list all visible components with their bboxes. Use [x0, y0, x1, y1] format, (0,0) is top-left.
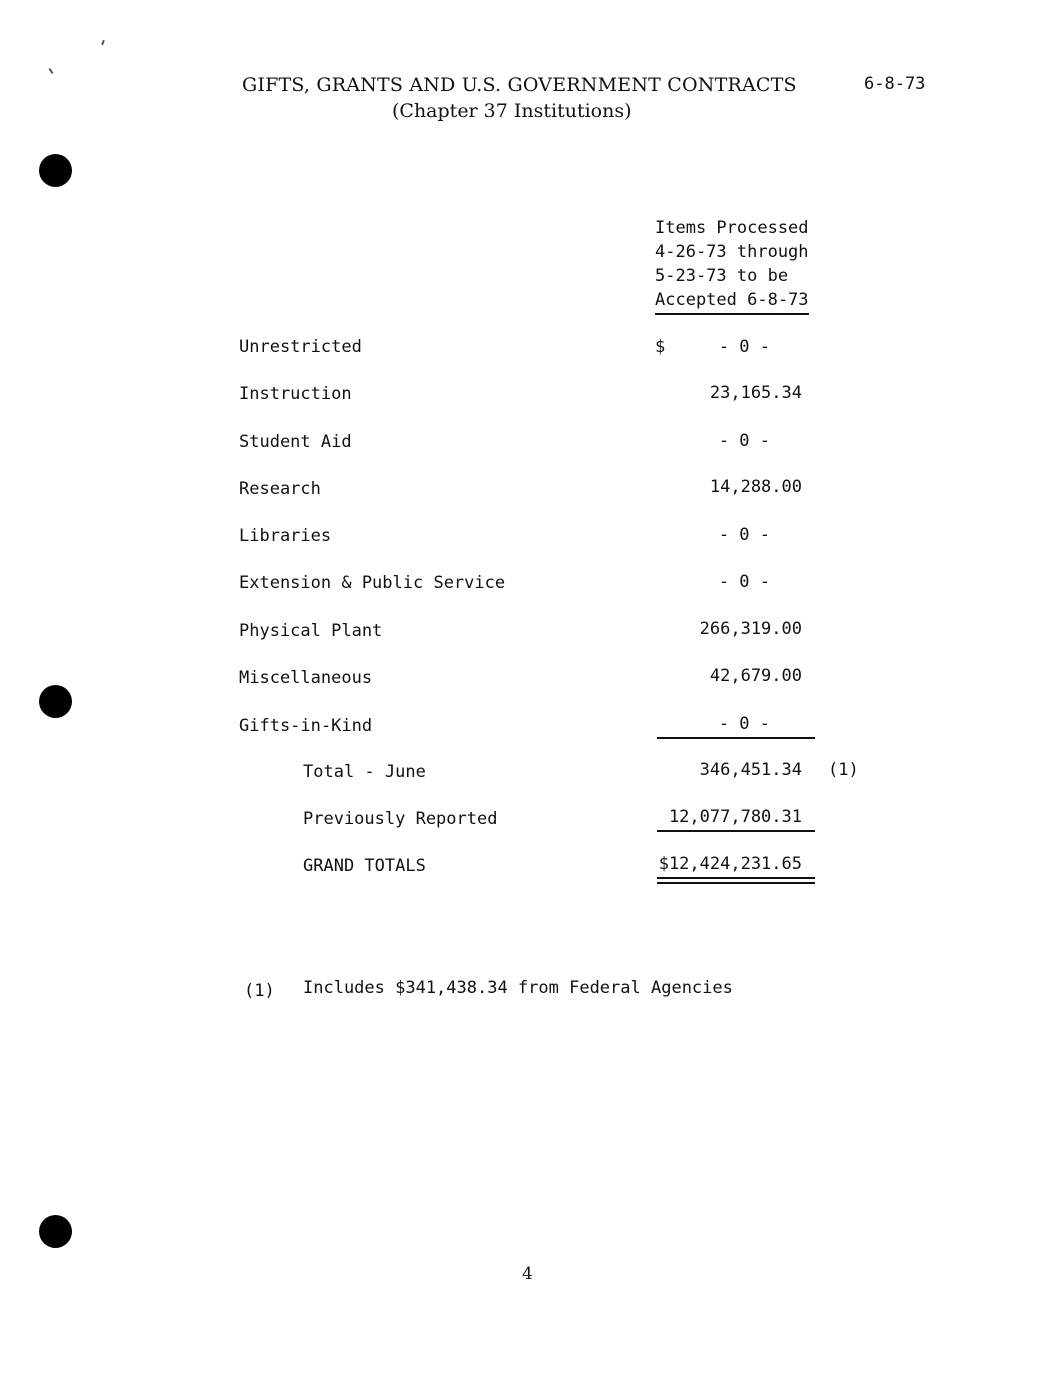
scan-speck	[48, 68, 53, 74]
total-june-label: Total - June	[303, 762, 426, 782]
row-amount-miscellaneous: 42,679.00	[709, 666, 802, 686]
row-label-miscellaneous: Miscellaneous	[239, 668, 373, 688]
row-label-student-aid: Student Aid	[239, 432, 352, 452]
row-label-instruction: Instruction	[239, 384, 352, 404]
row-amount-student-aid: - 0 -	[718, 431, 770, 451]
row-amount-extension: - 0 -	[718, 572, 770, 592]
column-header	[655, 216, 825, 315]
document-date: 6-8-73	[864, 74, 926, 94]
previously-reported-amount: 12,077,780.31	[668, 807, 802, 827]
page-number: 4	[522, 1264, 533, 1284]
row-label-research: Research	[239, 479, 321, 499]
grand-total-double-rule-bottom	[657, 882, 815, 884]
row-label-physical-plant: Physical Plant	[239, 621, 383, 641]
row-label-libraries: Libraries	[239, 526, 332, 546]
row-label-gifts-in-kind: Gifts-in-Kind	[239, 716, 373, 736]
grand-totals-amount: $12,424,231.65	[658, 854, 802, 874]
row-amount-research: 14,288.00	[709, 477, 802, 497]
row-label-extension: Extension & Public Service	[239, 573, 506, 593]
grand-totals-label: GRAND TOTALS	[303, 856, 426, 876]
column-header-line: Accepted 6-8-73	[655, 288, 809, 315]
currency-symbol: $	[655, 337, 666, 357]
row-amount-physical-plant: 266,319.00	[699, 619, 802, 639]
column-header-line: 5-23-73 to be	[655, 266, 789, 286]
column-header-line: 4-26-73 through	[655, 242, 809, 262]
row-amount-gifts-in-kind: - 0 -	[718, 714, 770, 734]
footnote-text: Includes $341,438.34 from Federal Agencies	[303, 978, 733, 998]
subtotal-rule	[657, 737, 815, 739]
grand-total-double-rule-top	[657, 877, 815, 879]
footnote-marker: (1)	[244, 981, 275, 1001]
column-header-line: Items Processed	[655, 218, 809, 238]
document-title: GIFTS, GRANTS AND U.S. GOVERNMENT CONTRACTS	[242, 74, 797, 96]
row-label-unrestricted: Unrestricted	[239, 337, 362, 357]
footnote-reference: (1)	[828, 760, 859, 780]
row-amount-libraries: - 0 -	[718, 525, 770, 545]
total-june-amount: 346,451.34	[699, 760, 802, 780]
document-subtitle: (Chapter 37 Institutions)	[392, 100, 632, 122]
punch-hole	[39, 154, 72, 187]
scan-speck	[101, 40, 105, 45]
row-amount-unrestricted: - 0 -	[718, 337, 770, 357]
row-amount-instruction: 23,165.34	[709, 383, 802, 403]
previously-reported-label: Previously Reported	[303, 809, 498, 829]
punch-hole	[39, 685, 72, 718]
total-rule	[657, 830, 815, 832]
punch-hole	[39, 1215, 72, 1248]
